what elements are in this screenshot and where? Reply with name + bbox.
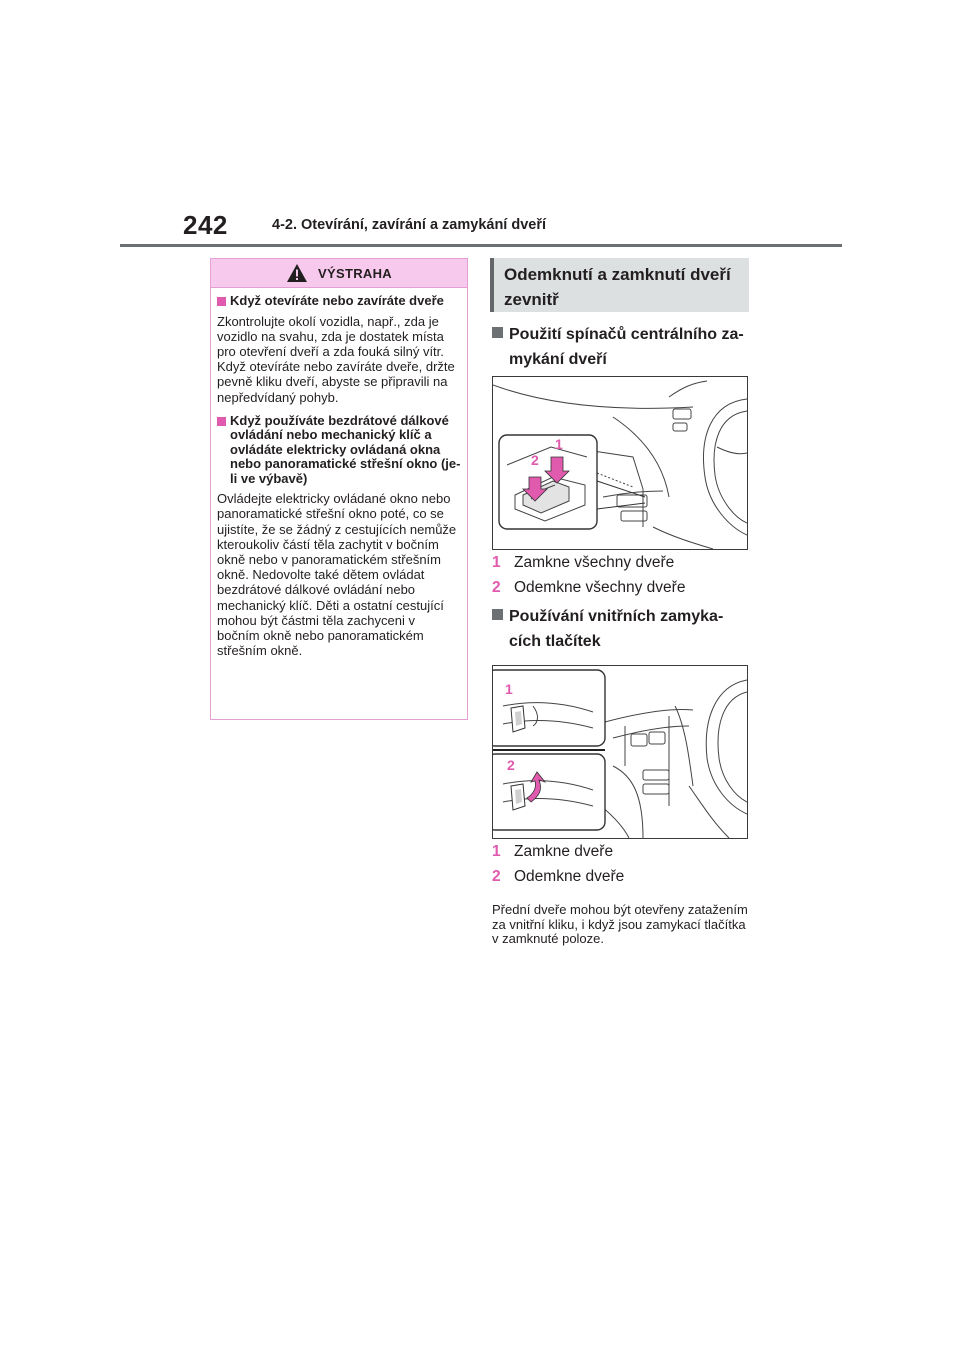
subsection-heading: Používání vnitřních zamyka- cích tlačítek (492, 604, 723, 654)
list-item (492, 868, 624, 886)
list-item-number: 2 (492, 579, 501, 596)
warning-paragraph: Zkontrolujte okolí vozidla, např., zda je vozidlo na svahu, zda je dostatek místa pro otevření dveří a zda fouká silný vítr. Když otevíráte nebo zavíráte dveře, držte pevně kliku dveří, abyste se připravili na nepředvídaný pohyb. (217, 313, 455, 405)
warning-triangle-icon (286, 263, 308, 283)
callout-1: 1 (505, 681, 513, 697)
callout-1: 1 (555, 436, 563, 452)
warning-paragraph: Ovládejte elektricky ovládané okno nebo panoramatické střešní okno poté, co se ujistíte, že se žádný z cestujících nemůže kteroukoliv částí těla zachytit v bočním okně nebo v panoramatickém střešním okně. Nedovolte také dětem ovládat bezdrátové dálkové ovládání nebo mechanický klíč. Děti a ostatní cestující mohou být částmi těla zachyceni v bočním okně nebo panoramatickém střešním okně. (217, 491, 457, 659)
header-rule (120, 244, 842, 247)
warning-section-title: Když používáte bezdrátové dálkové ovládání nebo mechanický klíč a ovládáte elektricky ovládaná okna nebo panoramatické střešní okno (je-li ve výbavě) (217, 414, 461, 487)
bullet-square-icon (217, 297, 226, 306)
warning-section-title: Když otevíráte nebo zavíráte dveře (217, 294, 461, 309)
section-heading: Odemknutí a zamknutí dveří zevnitř (490, 258, 749, 312)
subsection-heading: Použití spínačů centrálního za- mykání dveří (492, 322, 744, 372)
list-item-number: 2 (492, 868, 501, 885)
figure-inside-lock-buttons (492, 665, 748, 839)
list-item (492, 843, 613, 861)
list-item-text: Zamkne dveře (514, 843, 614, 860)
list-item-number: 1 (492, 843, 501, 860)
bullet-square-icon (217, 417, 226, 426)
figure-central-lock-switches (492, 376, 748, 550)
bullet-square-icon (492, 327, 503, 338)
list-item-text: Odemkne všechny dveře (514, 579, 686, 596)
list-item (492, 579, 685, 597)
warning-header (211, 259, 467, 288)
list-item (492, 554, 674, 572)
callout-2: 2 (531, 452, 539, 468)
bullet-square-icon (492, 609, 503, 620)
list-item-text: Zamkne všechny dveře (514, 554, 675, 571)
callout-2: 2 (507, 757, 515, 773)
warning-box (210, 258, 468, 720)
warning-label: VÝSTRAHA (318, 265, 392, 281)
note-paragraph: Přední dveře mohou být otevřeny zatažením za vnitřní kliku, i když jsou zamykací tlačítka v zamknuté poloze. (492, 902, 748, 946)
chapter-title: 4-2. Otevírání, zavírání a zamykání dveří (272, 217, 547, 233)
list-item-text: Odemkne dveře (514, 868, 625, 885)
list-item-number: 1 (492, 554, 501, 571)
page-number: 242 (183, 210, 228, 240)
